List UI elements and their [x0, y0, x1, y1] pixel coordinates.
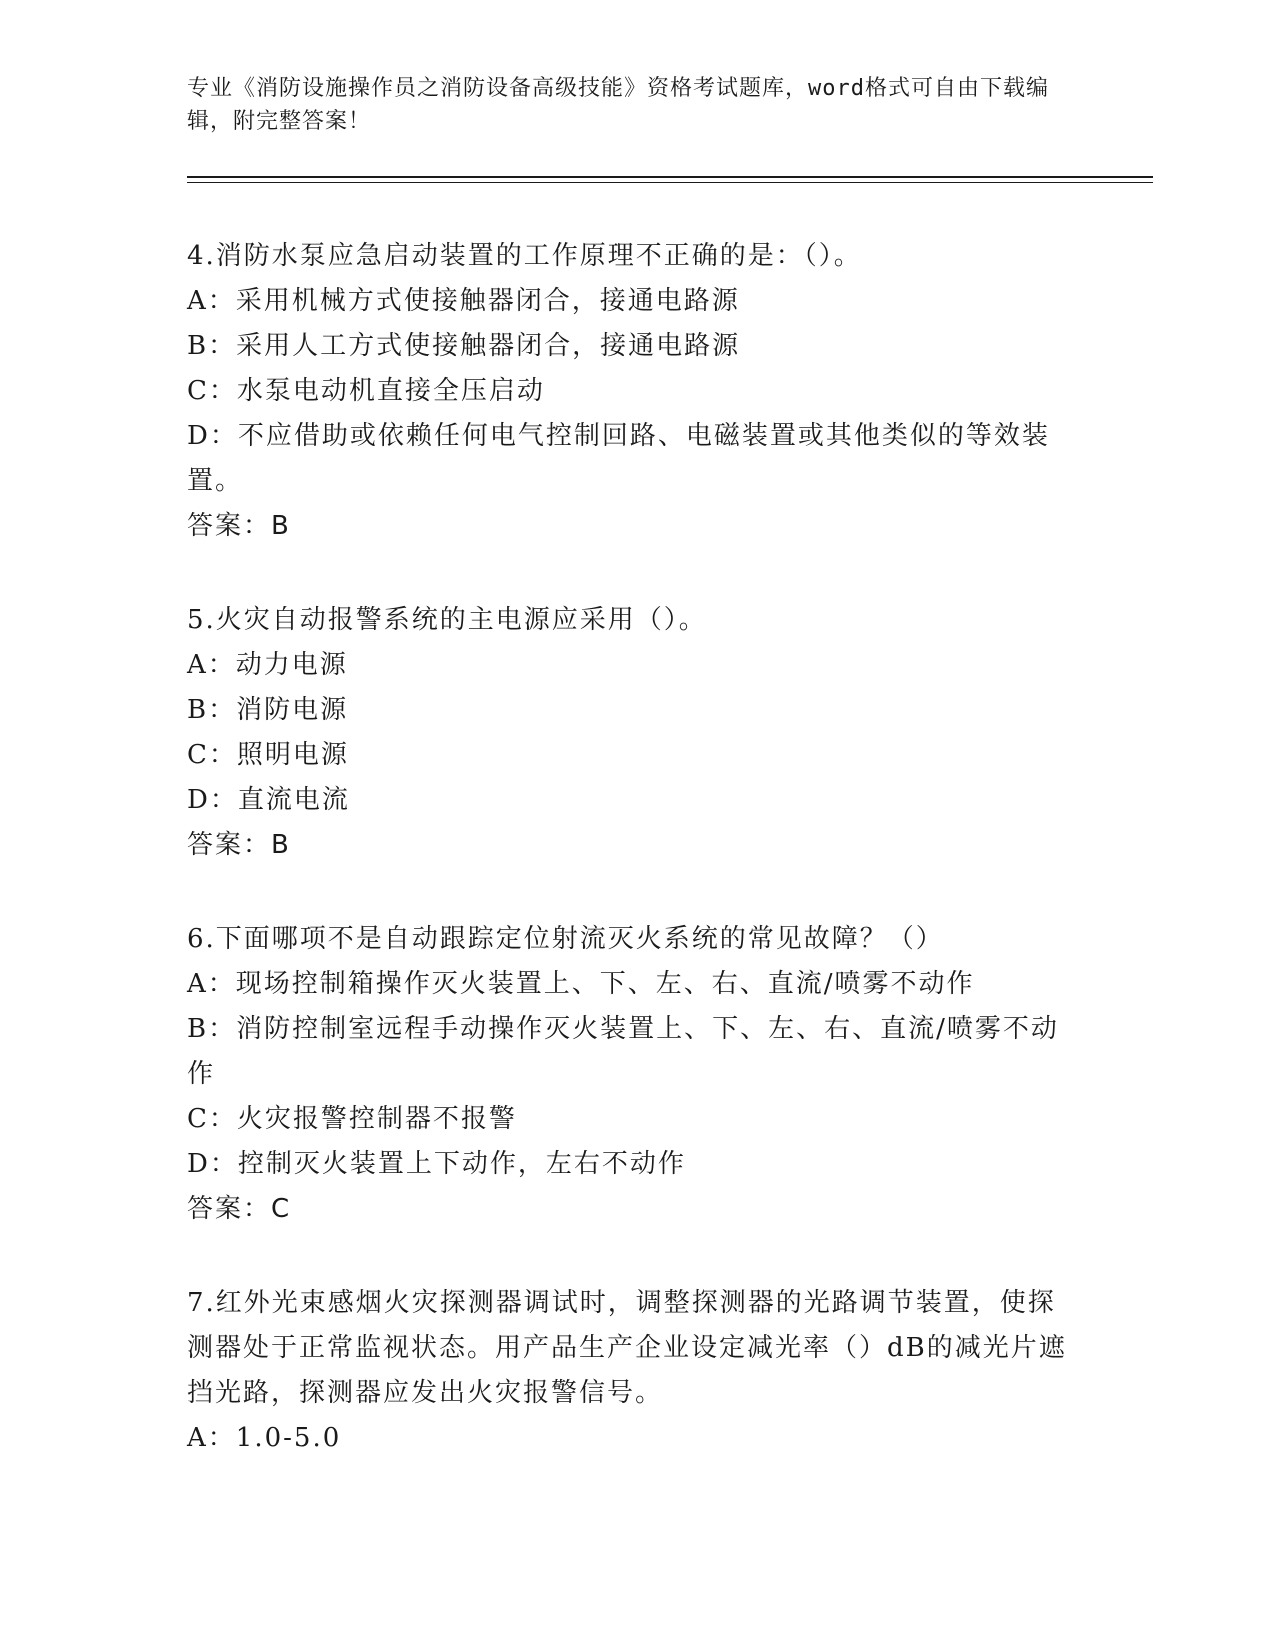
- question-4: [187, 234, 1067, 549]
- question-text: 4.消防水泵应急启动装置的工作原理不正确的是：（）。: [187, 241, 862, 271]
- answer: 答案：C: [187, 1194, 292, 1224]
- option-d: D：直流电流: [187, 785, 350, 815]
- question-7: [187, 1281, 1067, 1461]
- answer: 答案：B: [187, 511, 291, 541]
- option-a: A：1.0-5.0: [187, 1423, 342, 1453]
- option-a: A：动力电源: [187, 650, 348, 680]
- option-b: B：采用人工方式使接触器闭合，接通电路源: [187, 331, 741, 361]
- option-d: D：控制灭火装置上下动作，左右不动作: [187, 1149, 686, 1179]
- question-text: 6.下面哪项不是自动跟踪定位射流灭火系统的常见故障？（）: [187, 924, 944, 954]
- option-a: A：现场控制箱操作灭火装置上、下、左、右、直流/喷雾不动作: [187, 969, 975, 999]
- option-d: D：不应借助或依赖任何电气控制回路、电磁装置或其他类似的等效装置。: [187, 421, 1050, 496]
- question-text: 7.红外光束感烟火灾探测器调试时，调整探测器的光路调节装置，使探测器处于正常监视状态。用产品生产企业设定减光率（）dB的减光片遮挡光路，探测器应发出火灾报警信号。: [187, 1288, 1067, 1408]
- question-text: 5.火灾自动报警系统的主电源应采用（）。: [187, 605, 707, 635]
- document-header: 专业《消防设施操作员之消防设备高级技能》资格考试题库，word格式可自由下载编辑，附完整答案！: [187, 76, 1049, 134]
- question-5: [187, 598, 1067, 868]
- option-a: A：采用机械方式使接触器闭合，接通电路源: [187, 286, 740, 316]
- answer: 答案：B: [187, 830, 291, 860]
- header-divider-thin: [187, 182, 1153, 183]
- option-b: B：消防电源: [187, 695, 349, 725]
- option-c: C：水泵电动机直接全压启动: [187, 376, 545, 406]
- question-6: [187, 917, 1067, 1232]
- option-c: C：照明电源: [187, 740, 349, 770]
- header-divider-thick: [187, 176, 1153, 178]
- option-b: B：消防控制室远程手动操作灭火装置上、下、左、右、直流/喷雾不动作: [187, 1014, 1059, 1089]
- option-c: C：火灾报警控制器不报警: [187, 1104, 517, 1134]
